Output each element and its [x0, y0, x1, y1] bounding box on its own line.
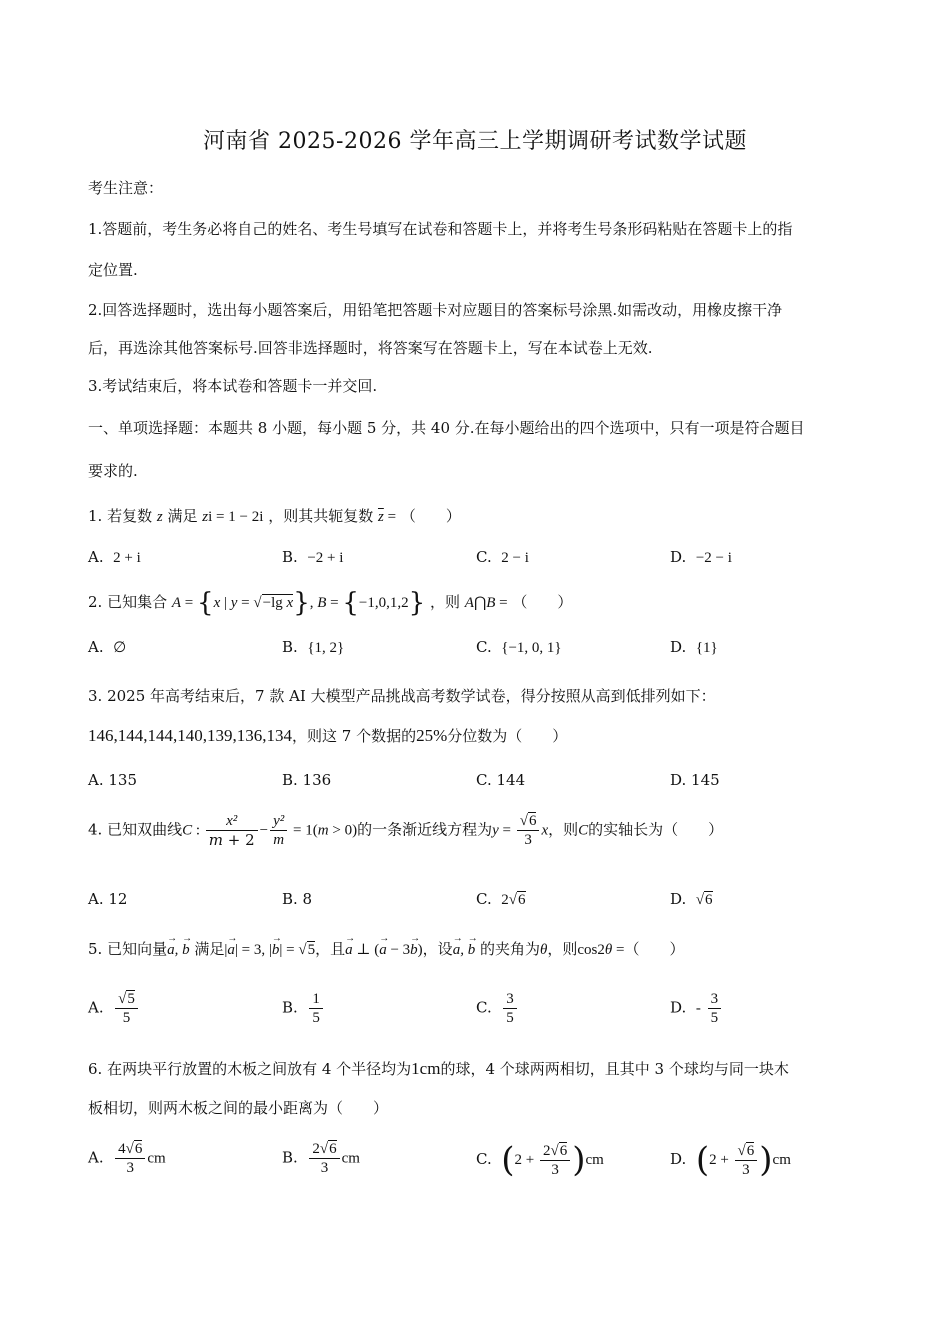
notice-item-2: 2.回答选择题时，选出每小题答案后，用铅笔把答题卡对应题目的答案标号涂黑.如需改动，用橡皮擦干净 — [88, 301, 783, 319]
notice-item-1: 1.答题前，考生务必将自己的姓名、考生号填写在试卷和答题卡上，并将考生号条形码粘贴在答题卡上的指 — [88, 220, 793, 238]
q6-option-d[interactable]: D. (2 + $\frac{√6}{3}$ )cm — [670, 1140, 791, 1180]
section-heading-cont: 要求的. — [88, 462, 138, 480]
notice-heading: 考生注意： — [88, 179, 164, 197]
question-3: 3. 2025 年高考结束后，7 款 AI 大模型产品挑战高考数学试卷，得分按照从高到低排列如下： — [88, 687, 716, 705]
q5-option-c[interactable]: C. $\frac{3}{5}$ — [476, 990, 519, 1027]
question-6-cont: 板相切，则两木板之间的最小距离为（ ） — [88, 1099, 389, 1117]
q2-option-c[interactable]: C. {−1, 0, 1} — [476, 638, 562, 656]
q1-option-a[interactable]: A. 2 + i — [88, 548, 141, 566]
question-4: 4. 已知双曲线C : $\frac{\text{x²}}{m + 2}$ − $\frac{\text{y²}}{m}$ = 1(m > 0)的一条渐近线方程为y = $\frac{√6}{3}$ x，则C的实轴长为（ ） — [88, 813, 724, 849]
q4-option-d[interactable]: D. √6 — [670, 890, 713, 908]
q4-option-a[interactable]: A. 12 — [88, 890, 128, 908]
q5-option-b[interactable]: B. $\frac{1}{5}$ — [282, 990, 325, 1027]
q4-option-c[interactable]: C. 2√6 — [476, 890, 526, 908]
question-1: 1. 若复数 z 满足 zi = 1 − 2i ，则其共轭复数 $\overline{z}$ = （ ） — [88, 507, 461, 525]
q3-option-b[interactable]: B. 136 — [282, 771, 332, 789]
q1-option-b[interactable]: B. −2 + i — [282, 548, 344, 566]
q3-option-a[interactable]: A. 135 — [88, 771, 137, 789]
question-6: 6. 在两块平行放置的木板之间放有 4 个半径均为1cm的球，4 个球两两相切，且其中 3 个球均与同一块木 — [88, 1059, 789, 1078]
q3-option-c[interactable]: C. 144 — [476, 771, 526, 789]
notice-item-1-cont: 定位置. — [88, 261, 138, 279]
q4-option-b[interactable]: B. 8 — [282, 890, 313, 908]
q6-option-b[interactable]: B. $\frac{2√6}{3}$ cm — [282, 1141, 360, 1176]
q1-option-c[interactable]: C. 2 − i — [476, 548, 529, 566]
notice-item-3: 3.考试结束后，将本试卷和答题卡一并交回. — [88, 377, 378, 395]
q2-option-d[interactable]: D. {1} — [670, 638, 718, 656]
q5-option-a[interactable]: A. $\frac{√5}{5}$ — [88, 990, 140, 1027]
q6-option-c[interactable]: C. (2 + $\frac{2√6}{3}$ )cm — [476, 1140, 604, 1180]
question-2: 2. 已知集合 A = {x | y = √−lg x}, B = {−1,0,1,2} ，则 A⋂B = （ ） — [88, 588, 573, 618]
q2-option-a[interactable]: A. ∅ — [88, 638, 127, 656]
question-3-data: 146,144,144,140,139,136,134，则这 7 个数据的25%分位数为（ ） — [88, 726, 568, 745]
page-title: 河南省 2025-2026 学年高三上学期调研考试数学试题 — [203, 129, 747, 154]
q2-option-b[interactable]: B. {1, 2} — [282, 638, 345, 656]
q5-option-d[interactable]: D. - $\frac{3}{5}$ — [670, 990, 723, 1027]
question-5: 5. 已知向量→ a, → b 满足|→ a| = 3, |→ b| = √5，且→ a ⊥ (→ a − 3→ b)，设→ a, → b 的夹角为θ，则cos2θ =（ ） — [88, 938, 868, 959]
q6-option-a[interactable]: A. $\frac{4√6}{3}$ cm — [88, 1141, 166, 1176]
section-heading: 一、单项选择题：本题共 8 小题，每小题 5 分，共 40 分.在每小题给出的四个选项中，只有一项是符合题目 — [88, 419, 805, 437]
notice-item-2-cont: 后，再选涂其他答案标号.回答非选择题时，将答案写在答题卡上，写在本试卷上无效. — [88, 339, 653, 357]
q3-option-d[interactable]: D. 145 — [670, 771, 720, 789]
q1-option-d[interactable]: D. −2 − i — [670, 548, 732, 566]
